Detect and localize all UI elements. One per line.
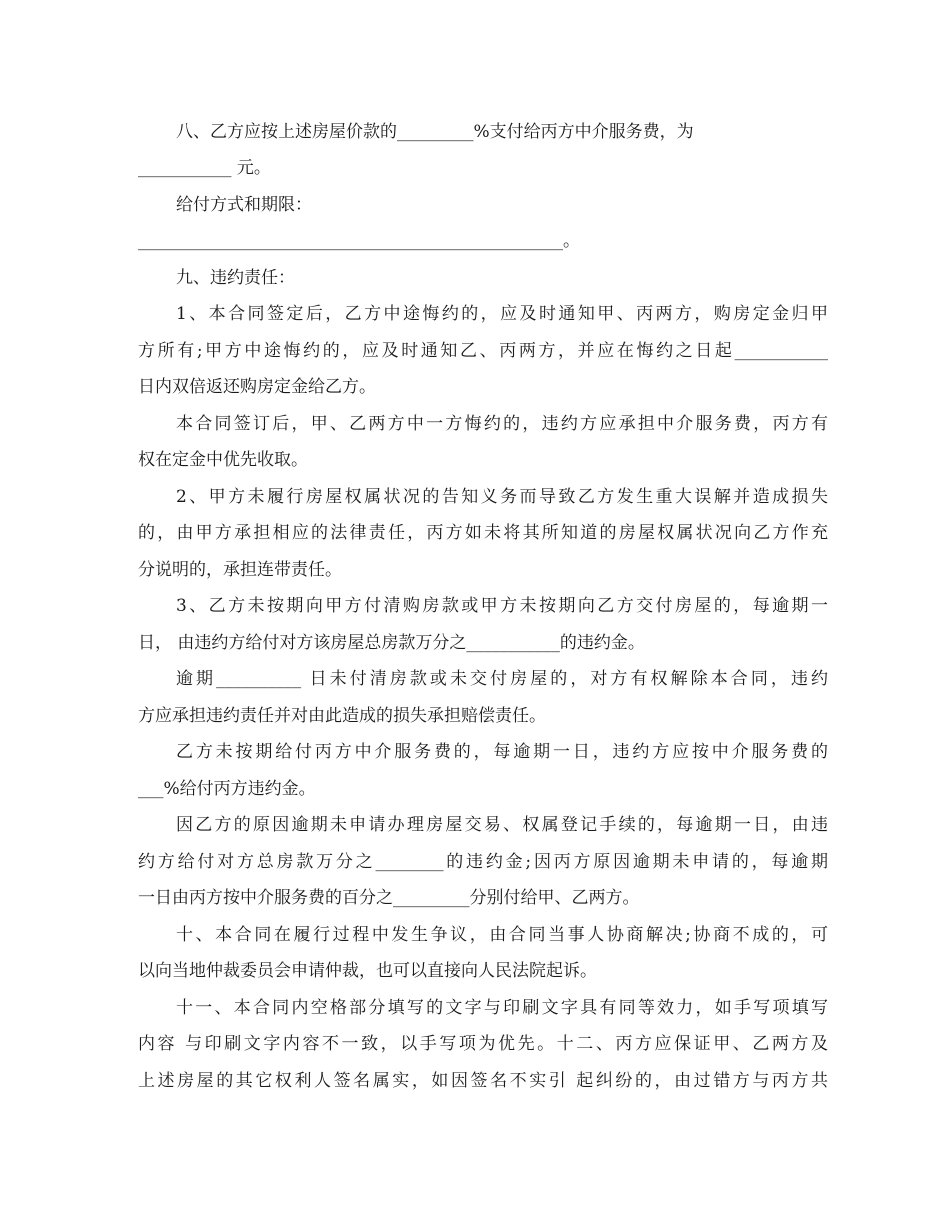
clause-9-3-line-1: 3、乙方未按期向甲方付清购房款或甲方未按期向乙方交付房屋的，每逾期一 bbox=[176, 596, 828, 616]
clause-9-1-line-2: 方所有;甲方中途悔约的，应及时通知乙、丙两方，并应在悔约之日起___________ bbox=[138, 341, 828, 361]
clause-9-3d-line-2: 约方给付对方总房款万分之________的违约金;因丙方原因逾期未申请的，每逾期 bbox=[138, 852, 828, 872]
clause-11-line-3: 上述房屋的其它权利人签名属实，如因签名不实引 起纠纷的，由过错方与丙方共 bbox=[138, 1071, 828, 1091]
payment-method-label: 给付方式和期限： bbox=[176, 195, 312, 215]
clause-9-3c-line-1: 乙方未按期给付丙方中介服务费的，每逾期一日，违约方应按中介服务费的 bbox=[176, 742, 828, 762]
clause-11-line-1: 十一、本合同内空格部分填写的文字与印刷文字具有同等效力，如手写项填写 bbox=[176, 998, 828, 1018]
clause-9-1b-line-2: 权在定金中优先收取。 bbox=[138, 450, 308, 470]
clause-9-2-line-1: 2、甲方未履行房屋权属状况的告知义务而导致乙方发生重大误解并造成损失 bbox=[176, 487, 828, 507]
payment-method-blank: __________________________________________________。 bbox=[138, 231, 580, 251]
clause-9-2-line-2: 的，由甲方承担相应的法律责任，丙方如未将其所知道的房屋权属状况向乙方作充 bbox=[138, 523, 828, 543]
clause-8-line-1: 八、乙方应按上述房屋价款的_________%支付给丙方中介服务费，为 bbox=[176, 122, 694, 142]
clause-9-3-line-2: 日， 由违约方给付对方该房屋总房款万分之___________的违约金。 bbox=[138, 633, 645, 653]
clause-9-2-line-3: 分说明的，承担连带责任。 bbox=[138, 560, 342, 580]
clause-8-line-2: ___________ 元。 bbox=[138, 158, 271, 178]
clause-9-3c-line-2: ___%给付丙方违约金。 bbox=[138, 779, 316, 799]
clause-9-heading: 九、违约责任： bbox=[176, 268, 295, 288]
clause-10-line-2: 以向当地仲裁委员会申请仲裁，也可以直接向人民法院起诉。 bbox=[138, 961, 597, 981]
clause-9-1-line-3: 日内双倍返还购房定金给乙方。 bbox=[138, 377, 376, 397]
clause-9-3d-line-3: 一日由丙方按中介服务费的百分之_________分别付给甲、乙两方。 bbox=[138, 888, 640, 908]
clause-9-1b-line-1: 本合同签订后，甲、乙两方中一方悔约的，违约方应承担中介服务费，丙方有 bbox=[176, 414, 828, 434]
clause-9-3b-line-1: 逾期__________ 日未付清房款或未交付房屋的，对方有权解除本合同，违约 bbox=[176, 669, 828, 689]
clause-11-line-2: 内容 与印刷文字内容不一致，以手写项为优先。十二、丙方应保证甲、乙两方及 bbox=[138, 1034, 828, 1054]
clause-9-3b-line-2: 方应承担违约责任并对由此造成的损失承担赔偿责任。 bbox=[138, 706, 546, 726]
clause-9-3d-line-1: 因乙方的原因逾期未申请办理房屋交易、权属登记手续的，每逾期一日，由违 bbox=[176, 815, 828, 835]
clause-9-1-line-1: 1、本合同签定后，乙方中途悔约的，应及时通知甲、丙两方，购房定金归甲 bbox=[176, 304, 828, 324]
clause-10-line-1: 十、本合同在履行过程中发生争议，由合同当事人协商解决;协商不成的，可 bbox=[176, 925, 828, 945]
